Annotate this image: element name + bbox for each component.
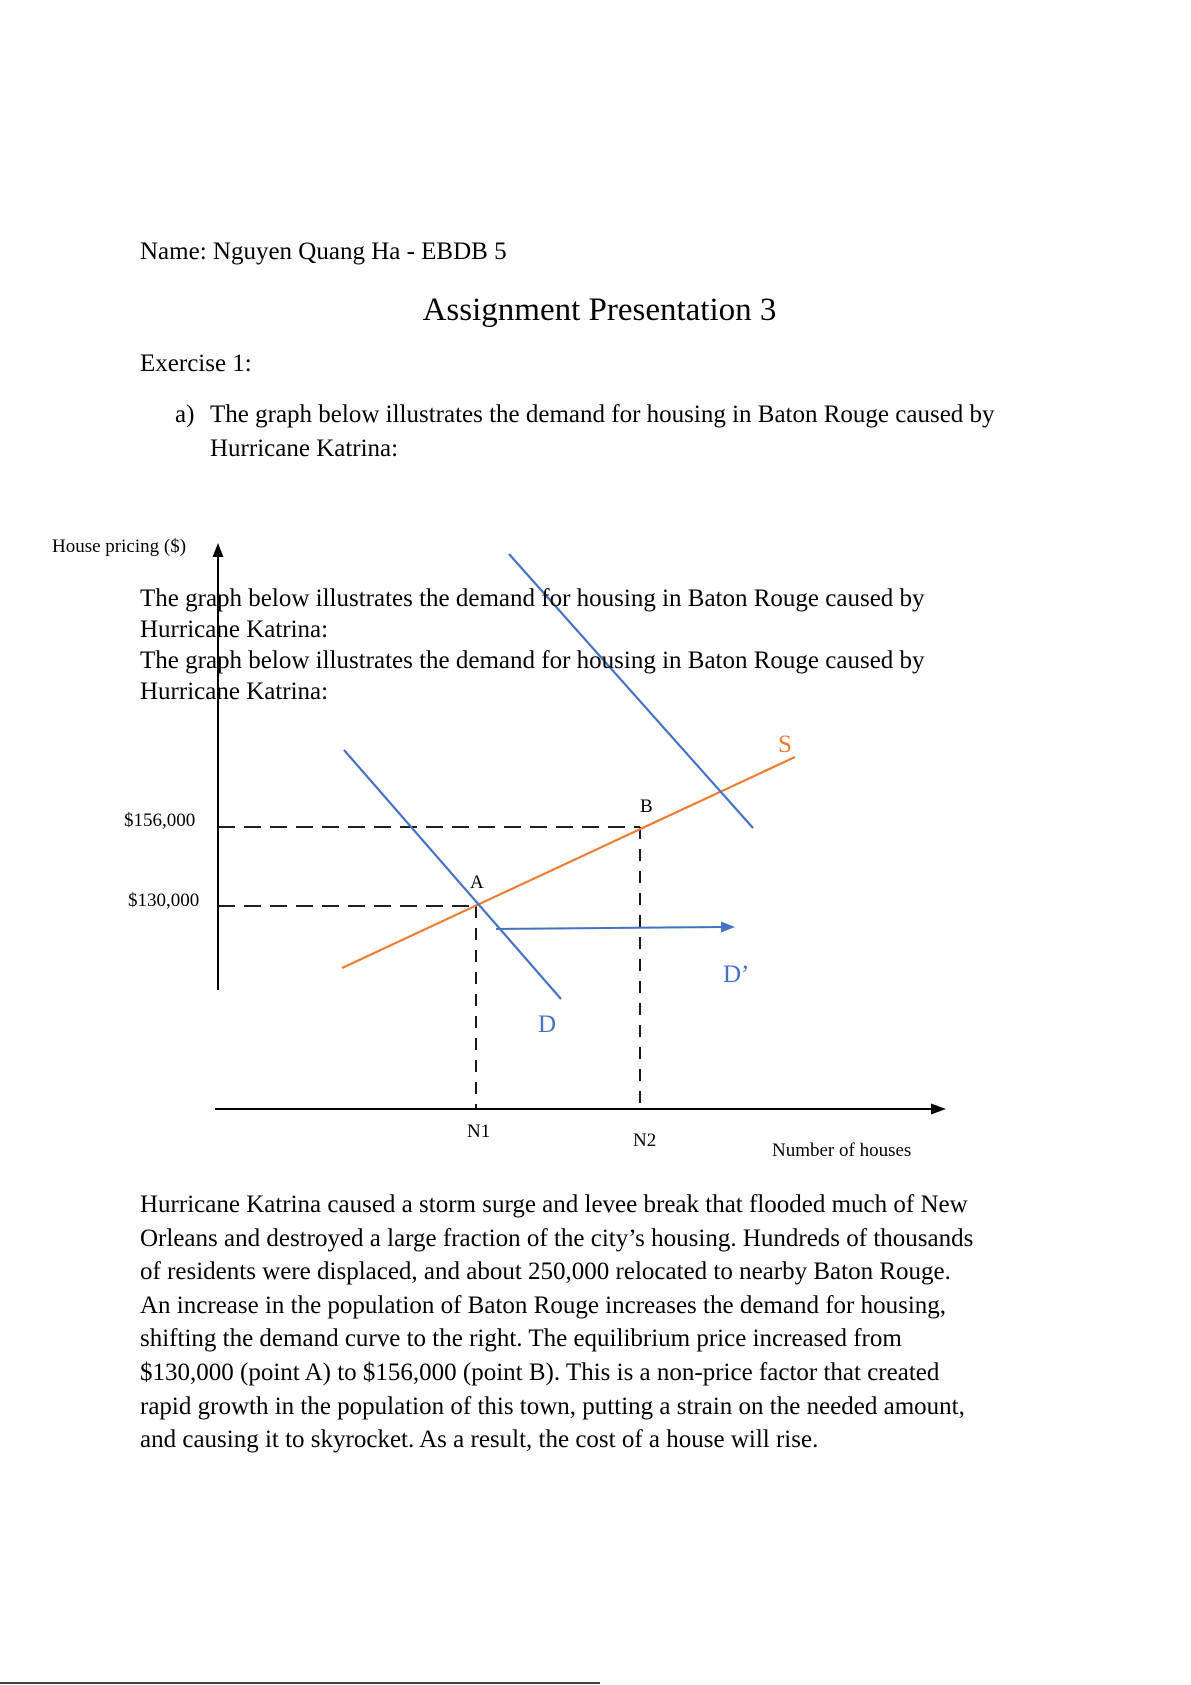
overlay-line: The graph below illustrates the demand for housing in Baton Rouge caused by (140, 585, 925, 612)
shifted-demand-curve-label: D’ (723, 961, 750, 988)
y-axis-arrowhead (213, 543, 224, 557)
x-tick-n2: N2 (633, 1130, 657, 1151)
supply-curve (342, 757, 795, 968)
student-name-line: Name: Nguyen Quang Ha - EBDB 5 (140, 238, 507, 265)
paragraph-line: shifting the demand curve to the right. The equilibrium price increased from (140, 1325, 902, 1353)
paragraph-line: of residents were displaced, and about 250,000 relocated to nearby Baton Rouge. (140, 1258, 951, 1286)
equilibrium-point-b-label: B (640, 796, 653, 817)
x-tick-n1: N1 (467, 1121, 491, 1142)
demand-shift-arrowhead (721, 922, 735, 933)
overlay-line: Hurricane Katrina: (140, 616, 329, 643)
x-axis-arrowhead (931, 1104, 946, 1115)
overlay-line: Hurricane Katrina: (140, 678, 329, 705)
y-tick-130000: $130,000 (128, 890, 200, 911)
question-a-label: a) (175, 401, 195, 428)
supply-curve-label: S (778, 731, 792, 758)
duplicated-caption-block (140, 583, 1040, 707)
equilibrium-point-a-label: A (470, 872, 484, 893)
y-tick-156000: $156,000 (124, 810, 196, 831)
demand-curve (344, 750, 561, 999)
paragraph-line: $130,000 (point A) to $156,000 (point B). This is a non-price factor that created (140, 1358, 940, 1386)
demand-curve-label: D (538, 1011, 557, 1038)
paragraph-line: Hurricane Katrina caused a storm surge and levee break that flooded much of New (140, 1191, 968, 1218)
x-axis-label: Number of houses (772, 1140, 912, 1161)
paragraph-line: An increase in the population of Baton Rouge increases the demand for housing, (140, 1291, 947, 1319)
paragraph-line: and causing it to skyrocket. As a result, the cost of a house will rise. (140, 1426, 819, 1454)
explanation-paragraph (140, 1188, 1080, 1457)
paragraph-line: rapid growth in the population of this town, putting a strain on the needed amount, (140, 1392, 965, 1420)
overlay-line: The graph below illustrates the demand for housing in Baton Rouge caused by (140, 647, 925, 674)
y-axis-label: House pricing ($) (52, 536, 187, 557)
document-title: Assignment Presentation 3 (422, 292, 777, 328)
exercise-heading: Exercise 1: (140, 350, 252, 377)
question-a-text: The graph below illustrates the demand for housing in Baton Rouge caused by Hurricane Katrina: (210, 401, 995, 462)
demand-shift-arrow (496, 927, 722, 929)
footer-rule (0, 1675, 1191, 1685)
paragraph-line: Orleans and destroyed a large fraction of the city’s housing. Hundreds of thousands (140, 1224, 974, 1252)
